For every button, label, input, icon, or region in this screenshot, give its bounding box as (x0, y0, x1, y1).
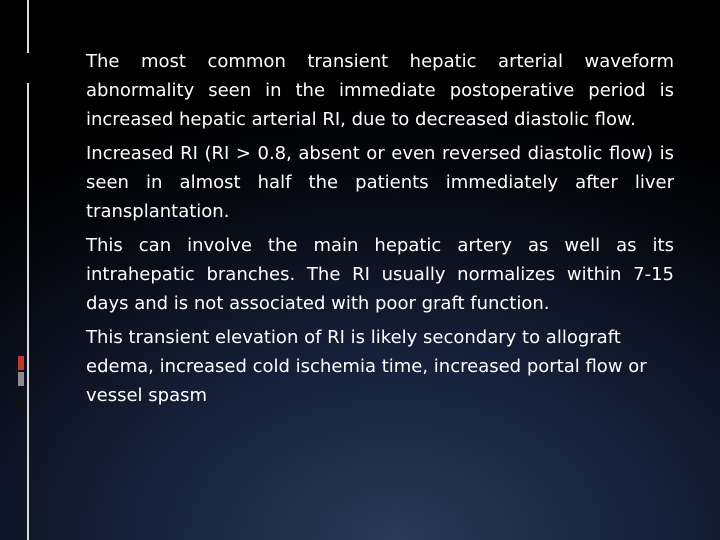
paragraph-3: This can involve the main hepatic artery as well as its intrahepatic branches. The RI usually normalizes within 7-15 days and is not associated with poor graft function. (86, 235, 674, 314)
decorative-black-square (15, 53, 32, 83)
paragraph-4: This transient elevation of RI is likely secondary to allograft edema, increased cold ischemia time, increased portal flow or vessel spasm (86, 327, 647, 406)
accent-gray-bar (18, 372, 24, 386)
paragraph-1: The most common transient hepatic arterial waveform abnormality seen in the immediate postoperative period is increased hepatic arterial RI, due to decreased diastolic flow. (86, 51, 674, 130)
slide-body-text (86, 47, 674, 415)
accent-black-bar (18, 393, 24, 409)
accent-red-bar (18, 356, 24, 370)
paragraph-2: Increased RI (RI > 0.8, absent or even reversed diastolic flow) is seen in almost half the patients immediately after liver transplantation. (86, 143, 674, 222)
